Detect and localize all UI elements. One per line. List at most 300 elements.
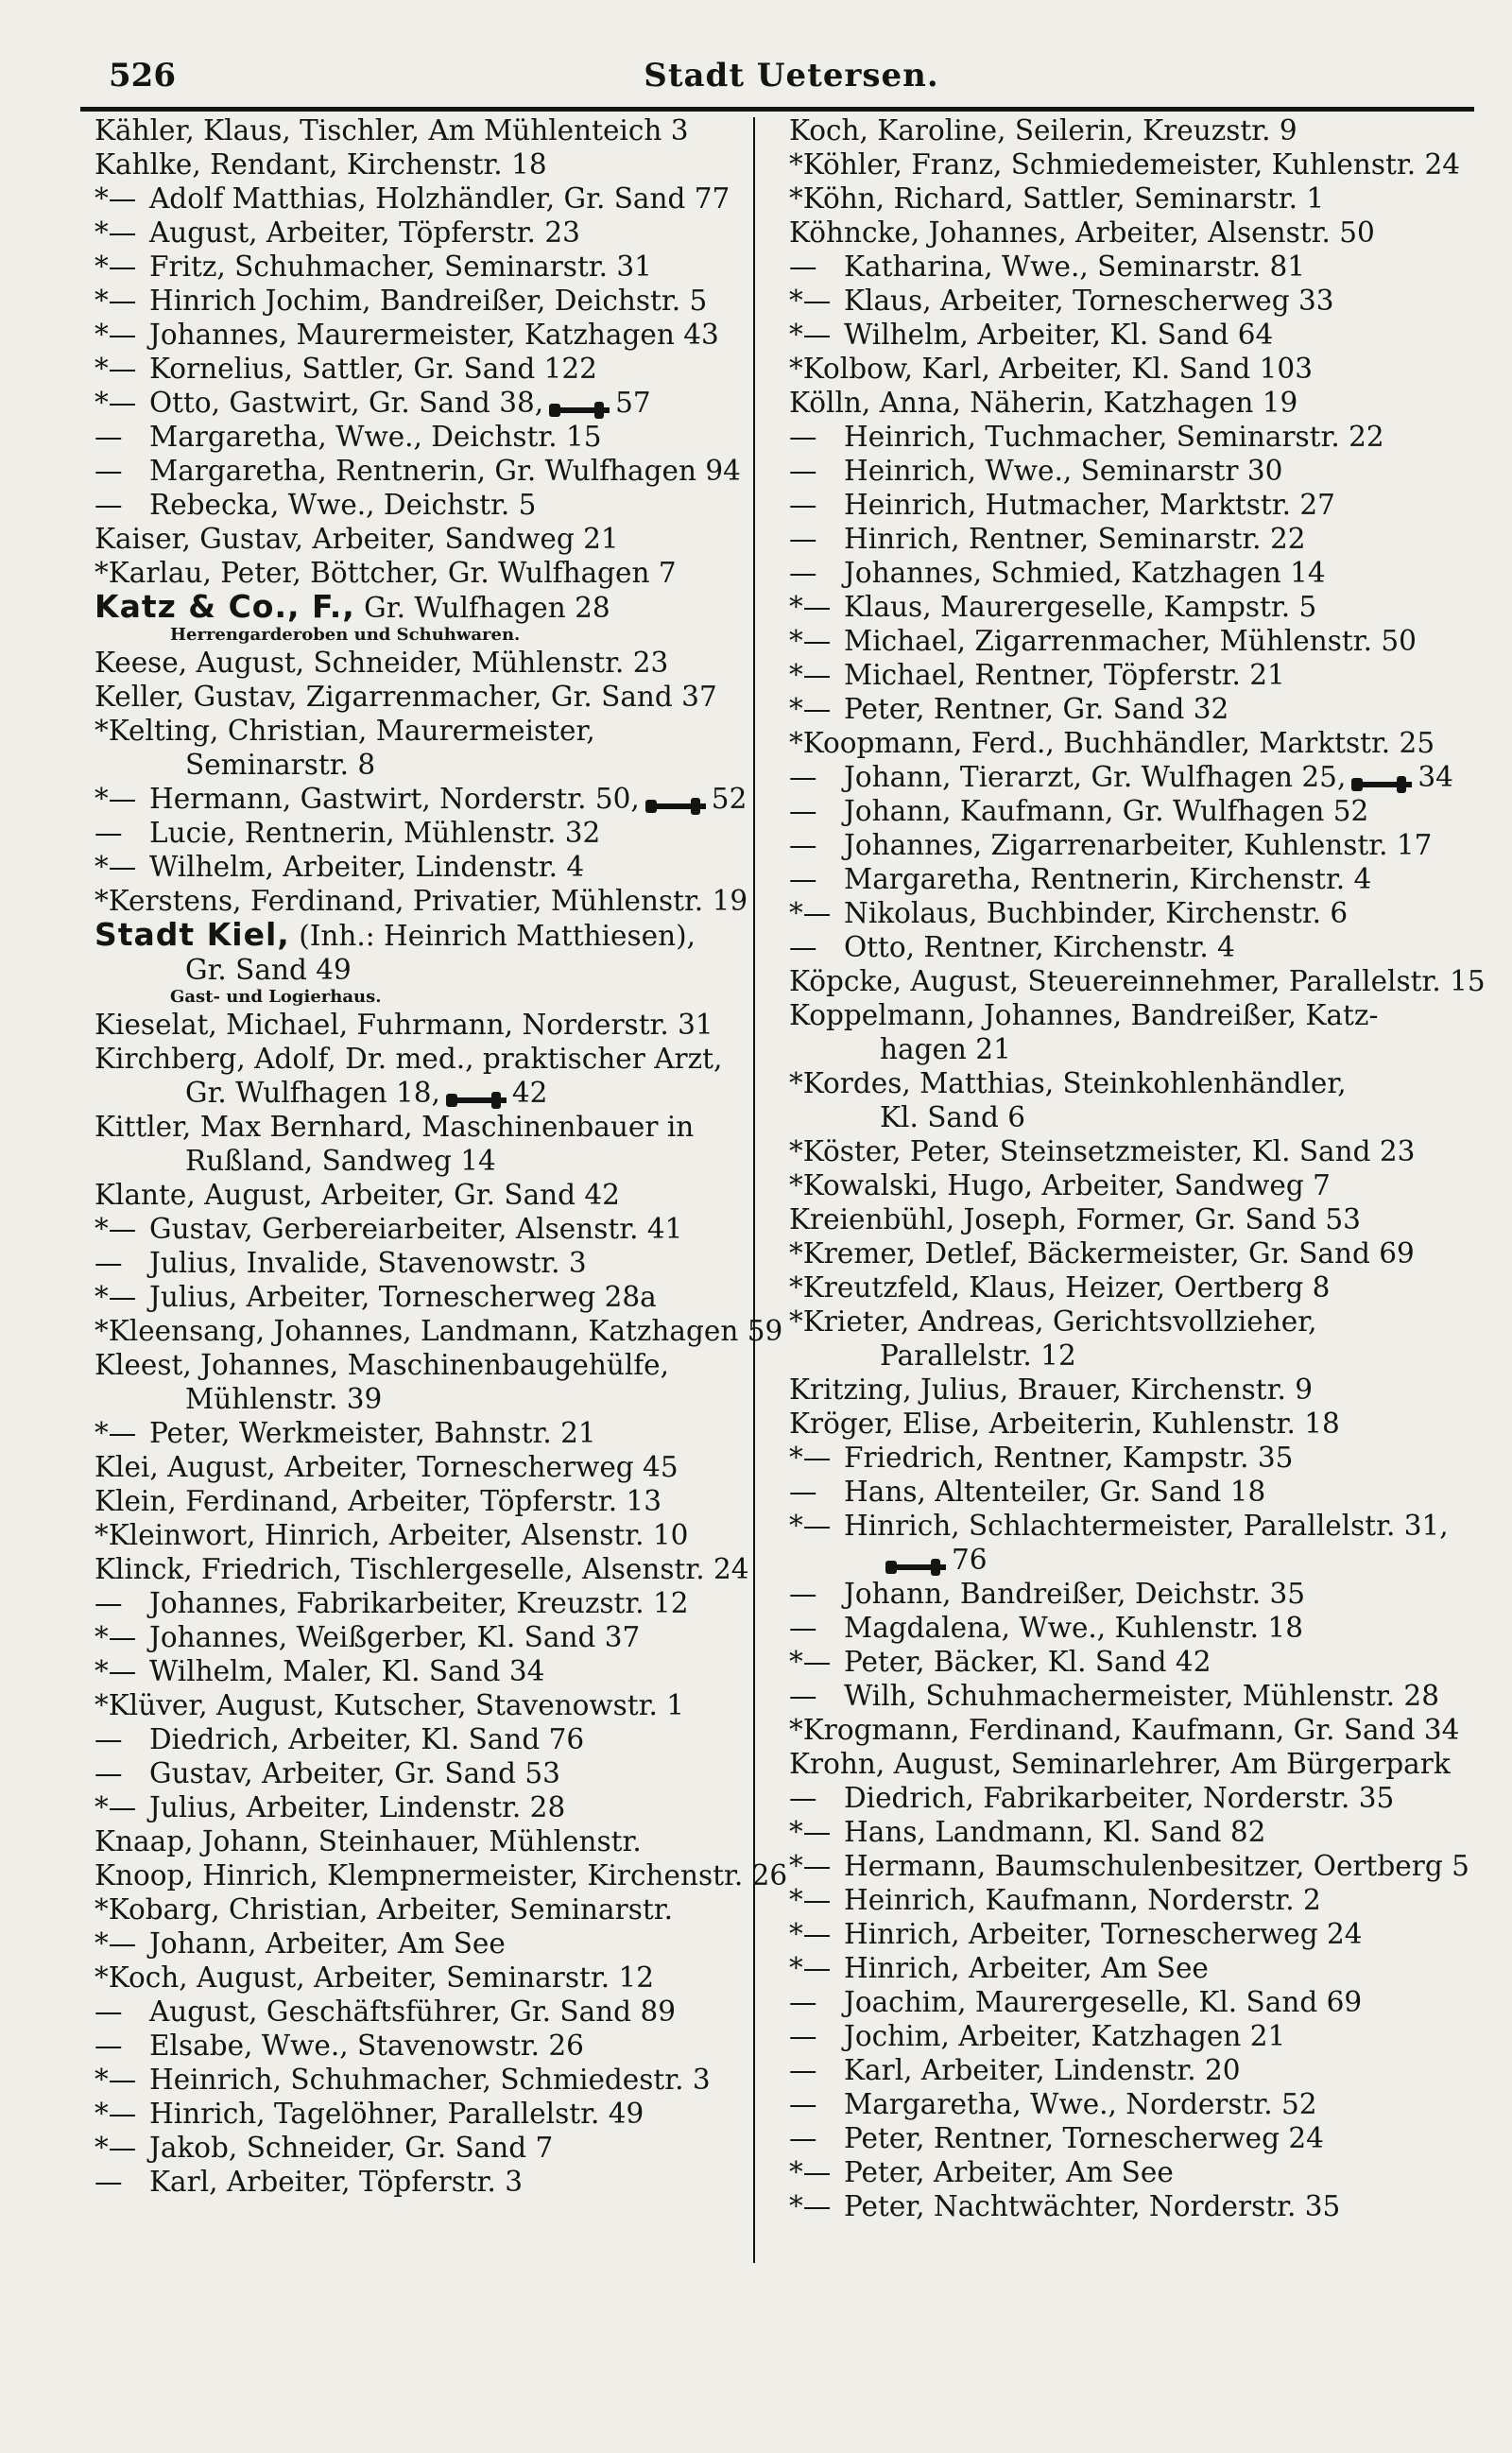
directory-entry [94, 1620, 747, 1654]
directory-entry [94, 1926, 747, 1961]
ditto-mark: — [94, 1247, 123, 1279]
entry-text: Michael, Rentner, Töpferstr. 21 [844, 659, 1285, 691]
directory-entry [789, 896, 1451, 930]
directory-entry [94, 113, 747, 147]
directory-entry [94, 556, 747, 590]
directory-entry [94, 816, 747, 850]
entry-text: *Kerstens, Ferdinand, Privatier, Mühlenstr. 19 [94, 885, 748, 917]
ditto-mark: — [94, 1723, 123, 1755]
ditto-mark: *— [94, 216, 137, 249]
directory-entry [789, 590, 1451, 624]
directory-entry [789, 147, 1461, 181]
entry-continuation [94, 1382, 747, 1416]
entry-text: Gr. Wulfhagen 18, [185, 1077, 440, 1109]
entry-text: Kritzing, Julius, Brauer, Kirchenstr. 9 [789, 1373, 1314, 1406]
directory-entry [789, 216, 1451, 250]
ditto-mark: *— [789, 285, 832, 317]
entry-text: Margaretha, Rentnerin, Gr. Wulfhagen 94 [149, 455, 741, 487]
running-head: Stadt Uetersen. [644, 57, 939, 95]
directory-entry [789, 692, 1451, 726]
directory-entry [789, 2189, 1451, 2223]
left-column [94, 113, 788, 2199]
ditto-mark: — [789, 1986, 817, 2018]
directory-entry [789, 181, 1451, 216]
entry-text: Fritz, Schuhmacher, Seminarstr. 31 [149, 250, 652, 283]
entry-text: Knoop, Hinrich, Klempnermeister, Kirchenstr. 26 [94, 1859, 788, 1892]
entry-text: Kaiser, Gustav, Arbeiter, Sandweg 21 [94, 523, 619, 555]
entry-text: Karl, Arbeiter, Lindenstr. 20 [844, 2054, 1241, 2086]
entry-text: Klein, Ferdinand, Arbeiter, Töpferstr. 13 [94, 1485, 662, 1517]
directory-entry [789, 964, 1486, 998]
ditto-mark: *— [94, 250, 137, 283]
ditto-mark: — [789, 489, 817, 521]
ditto-mark: — [789, 455, 817, 487]
entry-text: Jochim, Arbeiter, Katzhagen 21 [844, 2020, 1286, 2052]
entry-continuation [94, 1144, 747, 1178]
entry-text: *Klüver, August, Kutscher, Stavenowstr. 1 [94, 1689, 685, 1721]
entry-text: Heinrich, Wwe., Seminarstr 30 [844, 455, 1283, 487]
directory-entry [94, 782, 747, 816]
ditto-mark: *— [94, 783, 137, 815]
entry-text: Michael, Zigarrenmacher, Mühlenstr. 50 [844, 625, 1417, 657]
directory-entry [789, 2019, 1451, 2053]
entry-text: Gustav, Gerbereiarbeiter, Alsenstr. 41 [149, 1213, 683, 1245]
entry-text: Diedrich, Arbeiter, Kl. Sand 76 [149, 1723, 585, 1755]
directory-entry [94, 1518, 747, 1552]
directory-entry [94, 1688, 747, 1722]
ditto-mark: — [789, 421, 817, 453]
ditto-mark: *— [789, 625, 832, 657]
directory-entry [94, 1654, 747, 1688]
directory-entry [94, 1212, 747, 1246]
ditto-mark: *— [94, 2064, 137, 2096]
ditto-mark: — [789, 795, 817, 827]
entry-text: Johann, Tierarzt, Gr. Wulfhagen 25, [844, 761, 1347, 793]
entry-text: Karl, Arbeiter, Töpferstr. 3 [149, 2166, 524, 2198]
entry-text: Jakob, Schneider, Gr. Sand 7 [149, 2132, 554, 2164]
ditto-mark: *— [94, 851, 137, 883]
directory-entry [94, 181, 747, 216]
entry-text: Köhncke, Johannes, Arbeiter, Alsenstr. 50 [789, 216, 1375, 249]
entry-text: Kreienbühl, Joseph, Former, Gr. Sand 53 [789, 1203, 1361, 1235]
directory-entry [789, 1951, 1451, 1985]
entry-text: Köpcke, August, Steuereinnehmer, Parallelstr. 15 [789, 965, 1486, 997]
directory-entry [94, 1824, 747, 1858]
directory-entry [789, 862, 1451, 896]
directory-entry [94, 1280, 747, 1314]
directory-entry [94, 1450, 747, 1484]
ditto-mark: — [789, 1782, 817, 1814]
directory-entry [94, 420, 747, 454]
ditto-mark: — [789, 931, 817, 963]
directory-entry [789, 1611, 1451, 1645]
entry-text: *Kleinwort, Hinrich, Arbeiter, Alsenstr. 10 [94, 1519, 689, 1551]
entry-text: Kröger, Elise, Arbeiterin, Kuhlenstr. 18 [789, 1408, 1340, 1440]
entry-text: Joachim, Maurergeselle, Kl. Sand 69 [844, 1986, 1363, 2018]
ditto-mark: *— [94, 182, 137, 215]
directory-entry [94, 216, 747, 250]
directory-entry [94, 680, 747, 714]
ditto-mark: *— [94, 387, 137, 419]
entry-continuation [94, 1076, 747, 1110]
entry-text: *Kreutzfeld, Klaus, Heizer, Oertberg 8 [789, 1271, 1331, 1304]
entry-text: Hinrich, Schlachtermeister, Parallelstr. 31, [844, 1510, 1449, 1542]
column-divider [753, 117, 755, 2263]
entry-text: *Karlau, Peter, Böttcher, Gr. Wulfhagen 7 [94, 557, 677, 589]
directory-entry [94, 250, 747, 284]
directory-entry [94, 1246, 747, 1280]
ditto-mark: — [789, 557, 817, 589]
directory-entry [789, 1679, 1451, 1713]
directory-entry [94, 1756, 747, 1790]
directory-entry [94, 352, 747, 386]
entry-text: Kieselat, Michael, Fuhrmann, Norderstr. 31 [94, 1009, 713, 1041]
ditto-mark: — [789, 2122, 817, 2154]
directory-entry [94, 646, 747, 680]
entry-text: Diedrich, Fabrikarbeiter, Norderstr. 35 [844, 1782, 1395, 1814]
directory-entry [789, 828, 1451, 862]
directory-entry [789, 1304, 1451, 1339]
entry-text: Koch, Karoline, Seilerin, Kreuzstr. 9 [789, 114, 1297, 147]
directory-entry [789, 1781, 1451, 1815]
ditto-mark: *— [94, 1621, 137, 1653]
ditto-mark: *— [94, 285, 137, 317]
directory-entry [789, 386, 1451, 420]
entry-text: Gustav, Arbeiter, Gr. Sand 53 [149, 1757, 560, 1789]
directory-entry [789, 522, 1451, 556]
directory-entry [789, 318, 1451, 352]
directory-entry [94, 1722, 747, 1756]
directory-entry [789, 454, 1451, 488]
directory-entry [94, 522, 747, 556]
directory-entry [789, 1815, 1451, 1849]
entry-text: Gr. Sand 49 [185, 954, 352, 986]
entry-text: Klaus, Maurergeselle, Kampstr. 5 [844, 591, 1317, 623]
entry-text: Hermann, Gastwirt, Norderstr. 50, [149, 783, 640, 815]
directory-entry [789, 1713, 1460, 1747]
directory-entry [789, 1236, 1451, 1270]
ditto-mark: — [789, 2088, 817, 2120]
entry-text: Kleest, Johannes, Maschinenbaugehülfe, [94, 1349, 670, 1381]
ditto-mark: — [94, 2030, 123, 2062]
ditto-mark: *— [789, 1510, 832, 1542]
ditto-mark: *— [789, 1816, 832, 1848]
ditto-mark: — [789, 250, 817, 283]
directory-entry [94, 2131, 747, 2165]
entry-text: Kittler, Max Bernhard, Maschinenbauer in [94, 1111, 695, 1143]
entry-text: *Köhler, Franz, Schmiedemeister, Kuhlenstr. 24 [789, 148, 1461, 181]
ditto-mark: *— [789, 897, 832, 929]
phone-number: 57 [615, 387, 651, 419]
entry-text: Heinrich, Tuchmacher, Seminarstr. 22 [844, 421, 1384, 453]
entry-text: Hinrich, Tagelöhner, Parallelstr. 49 [149, 2098, 644, 2130]
directory-entry [94, 1110, 747, 1144]
entry-text: Johannes, Maurermeister, Katzhagen 43 [149, 319, 719, 351]
directory-entry [789, 420, 1451, 454]
directory-entry [789, 113, 1451, 147]
entry-subtitle: Herrengarderoben und Schuhwaren. [170, 625, 521, 645]
directory-entry [789, 1270, 1451, 1304]
directory-entry [94, 2097, 747, 2131]
entry-text: Hinrich, Arbeiter, Tornescherweg 24 [844, 1918, 1363, 1950]
ditto-mark: *— [789, 319, 832, 351]
phone-number: 52 [711, 783, 747, 815]
directory-entry [94, 284, 747, 318]
directory-entry [789, 488, 1451, 522]
directory-entry [94, 147, 747, 181]
entry-text: Johannes, Schmied, Katzhagen 14 [844, 557, 1326, 589]
ditto-mark: — [94, 1995, 123, 2028]
ditto-mark: *— [94, 1213, 137, 1245]
entry-text: Lucie, Rentnerin, Mühlenstr. 32 [149, 817, 601, 849]
entry-text: Hans, Altenteiler, Gr. Sand 18 [844, 1476, 1266, 1508]
firm-name: Stadt Kiel, [94, 916, 290, 953]
ditto-mark: *— [94, 2098, 137, 2130]
entry-text: Wilhelm, Arbeiter, Kl. Sand 64 [844, 319, 1274, 351]
firm-name: Katz & Co., F., [94, 588, 355, 625]
entry-text: Wilh, Schuhmachermeister, Mühlenstr. 28 [844, 1680, 1439, 1712]
directory-entry [789, 624, 1451, 658]
entry-text: Peter, Werkmeister, Bahnstr. 21 [149, 1417, 596, 1449]
entry-text: Johannes, Weißgerber, Kl. Sand 37 [149, 1621, 641, 1653]
ditto-mark: *— [789, 2190, 832, 2222]
entry-text: Magdalena, Wwe., Kuhlenstr. 18 [844, 1612, 1303, 1644]
entry-text: Peter, Arbeiter, Am See [844, 2156, 1174, 2188]
entry-text: Johannes, Zigarrenarbeiter, Kuhlenstr. 17 [844, 829, 1433, 861]
ditto-mark: *— [789, 659, 832, 691]
directory-entry [94, 1042, 747, 1076]
directory-entry [789, 794, 1451, 828]
entry-text: Katharina, Wwe., Seminarstr. 81 [844, 250, 1306, 283]
entry-text: Knaap, Johann, Steinhauer, Mühlenstr. [94, 1825, 642, 1857]
entry-text: Keller, Gustav, Zigarrenmacher, Gr. Sand 37 [94, 681, 717, 713]
directory-entry [94, 2063, 747, 2097]
entry-text: Julius, Invalide, Stavenowstr. 3 [149, 1247, 587, 1279]
entry-text: (Inh.: Heinrich Matthiesen), [289, 920, 696, 952]
phone-number: 42 [511, 1077, 548, 1109]
entry-text: Hinrich, Arbeiter, Am See [844, 1952, 1209, 1984]
entry-text: Krohn, August, Seminarlehrer, Am Bürgerpark [789, 1748, 1451, 1780]
ditto-mark: *— [789, 1850, 832, 1882]
directory-entry [94, 1892, 747, 1926]
directory-entry [789, 1134, 1451, 1168]
telephone-icon [446, 1084, 507, 1105]
telephone-icon [1351, 769, 1412, 789]
ditto-mark: — [94, 1587, 123, 1619]
entry-text: Keese, August, Schneider, Mühlenstr. 23 [94, 647, 669, 679]
entry-text: Klante, August, Arbeiter, Gr. Sand 42 [94, 1179, 620, 1211]
entry-text: Peter, Rentner, Gr. Sand 32 [844, 693, 1229, 725]
directory-entry [789, 1747, 1451, 1781]
directory-entry [789, 1917, 1451, 1951]
ditto-mark: *— [94, 2132, 137, 2164]
phone-number: 34 [1418, 761, 1453, 793]
directory-entry [789, 250, 1451, 284]
ditto-mark: — [789, 1612, 817, 1644]
directory-entry [789, 1509, 1451, 1543]
directory-entry [94, 488, 747, 522]
directory-entry [789, 2053, 1451, 2087]
ditto-mark: *— [789, 1884, 832, 1916]
ditto-mark: *— [94, 1417, 137, 1449]
directory-entry [94, 1178, 747, 1212]
directory-entry [789, 726, 1451, 760]
ditto-mark: *— [789, 1646, 832, 1678]
ditto-mark: *— [94, 319, 137, 351]
entry-text: Otto, Rentner, Kirchenstr. 4 [844, 931, 1235, 963]
entry-text: *Kelting, Christian, Maurermeister, [94, 715, 595, 747]
entry-text: Gr. Wulfhagen 28 [354, 592, 610, 624]
entry-continuation [789, 1032, 1451, 1066]
ditto-mark: — [94, 455, 123, 487]
ditto-mark: *— [789, 693, 832, 725]
ditto-mark: — [94, 1757, 123, 1789]
entry-continuation [94, 748, 747, 782]
directory-entry [94, 1416, 747, 1450]
entry-text: Rußland, Sandweg 14 [185, 1145, 496, 1177]
entry-text: *Krogmann, Ferdinand, Kaufmann, Gr. Sand 34 [789, 1714, 1460, 1746]
ditto-mark: — [94, 421, 123, 453]
directory-entry [94, 1790, 747, 1824]
entry-text: Johannes, Fabrikarbeiter, Kreuzstr. 12 [149, 1587, 689, 1619]
entry-continuation [789, 1100, 1451, 1134]
entry-text: August, Geschäftsführer, Gr. Sand 89 [149, 1995, 676, 2028]
entry-text: Hinrich Jochim, Bandreißer, Deichstr. 5 [149, 285, 708, 317]
entry-text: Kirchberg, Adolf, Dr. med., praktischer Arzt, [94, 1043, 723, 1075]
ditto-mark: *— [789, 1918, 832, 1950]
entry-text: Peter, Nachtwächter, Norderstr. 35 [844, 2190, 1341, 2222]
directory-entry [789, 1202, 1451, 1236]
entry-text: *Krieter, Andreas, Gerichtsvollzieher, [789, 1305, 1317, 1338]
entry-text: Otto, Gastwirt, Gr. Sand 38, [149, 387, 544, 419]
directory-entry [94, 1552, 747, 1586]
entry-text: Johann, Arbeiter, Am See [149, 1927, 506, 1960]
entry-continuation [789, 1543, 1451, 1577]
entry-text: Margaretha, Wwe., Deichstr. 15 [149, 421, 602, 453]
directory-entry [94, 2029, 747, 2063]
ditto-mark: — [789, 2020, 817, 2052]
entry-text: Wilhelm, Arbeiter, Lindenstr. 4 [149, 851, 585, 883]
entry-text: Peter, Rentner, Tornescherweg 24 [844, 2122, 1324, 2154]
entry-subtitle: Gast- und Logierhaus. [170, 987, 382, 1007]
entry-text: Parallelstr. 12 [880, 1339, 1076, 1372]
entry-text: Rebecka, Wwe., Deichstr. 5 [149, 489, 537, 521]
directory-entry [94, 1008, 747, 1042]
entry-text: *Kleensang, Johannes, Landmann, Katzhagen 59 [94, 1315, 783, 1347]
entry-text: Hermann, Baumschulenbesitzer, Oertberg 5 [844, 1850, 1469, 1882]
entry-text: Julius, Arbeiter, Lindenstr. 28 [149, 1791, 566, 1823]
directory-entry [789, 658, 1451, 692]
directory-entry [94, 918, 747, 953]
directory-entry [94, 1314, 783, 1348]
ditto-mark: *— [789, 591, 832, 623]
directory-entry [789, 556, 1451, 590]
entry-text: Kahlke, Rendant, Kirchenstr. 18 [94, 148, 547, 181]
telephone-icon [549, 394, 610, 415]
ditto-mark: *— [94, 1927, 137, 1960]
directory-entry [789, 1407, 1451, 1441]
entry-text: Seminarstr. 8 [185, 749, 376, 781]
entry-text: Adolf Matthias, Holzhändler, Gr. Sand 77 [149, 182, 730, 215]
entry-text: *Köster, Peter, Steinsetzmeister, Kl. Sand 23 [789, 1135, 1416, 1167]
directory-entry [789, 1645, 1451, 1679]
ditto-mark: *— [789, 1442, 832, 1474]
directory-entry [94, 1995, 747, 2029]
telephone-icon [645, 790, 706, 811]
header-rule [80, 107, 1474, 112]
ditto-mark: — [789, 2054, 817, 2086]
entry-text: Mühlenstr. 39 [185, 1383, 383, 1415]
ditto-mark: *— [789, 1952, 832, 1984]
entry-text: Nikolaus, Buchbinder, Kirchenstr. 6 [844, 897, 1349, 929]
entry-text: *Köhn, Richard, Sattler, Seminarstr. 1 [789, 182, 1325, 215]
entry-text: Margaretha, Rentnerin, Kirchenstr. 4 [844, 863, 1372, 895]
entry-text: *Kremer, Detlef, Bäckermeister, Gr. Sand 69 [789, 1237, 1415, 1270]
directory-entry [94, 318, 747, 352]
page-number: 526 [109, 57, 176, 95]
ditto-mark: *— [789, 2156, 832, 2188]
ditto-mark: — [789, 523, 817, 555]
directory-entry [789, 2121, 1451, 2155]
entry-text: August, Arbeiter, Töpferstr. 23 [149, 216, 580, 249]
entry-text: Wilhelm, Maler, Kl. Sand 34 [149, 1655, 545, 1687]
directory-entry [789, 930, 1451, 964]
entry-text [789, 1544, 880, 1576]
directory-entry [94, 714, 747, 748]
entry-text: hagen 21 [880, 1033, 1011, 1065]
directory-entry [94, 2165, 747, 2199]
directory-entry [94, 454, 747, 488]
entry-text: Margaretha, Wwe., Norderstr. 52 [844, 2088, 1317, 2120]
entry-text: *Koch, August, Arbeiter, Seminarstr. 12 [94, 1961, 654, 1994]
entry-text: Heinrich, Schuhmacher, Schmiedestr. 3 [149, 2064, 711, 2096]
entry-text: *Kowalski, Hugo, Arbeiter, Sandweg 7 [789, 1169, 1331, 1201]
entry-text: Peter, Bäcker, Kl. Sand 42 [844, 1646, 1211, 1678]
directory-entry [94, 386, 747, 420]
page-header [109, 57, 1474, 106]
entry-text: Hans, Landmann, Kl. Sand 82 [844, 1816, 1266, 1848]
ditto-mark: *— [94, 1281, 137, 1313]
directory-entry [789, 1985, 1451, 2019]
entry-text: Kornelius, Sattler, Gr. Sand 122 [149, 353, 597, 385]
entry-text: Johann, Kaufmann, Gr. Wulfhagen 52 [844, 795, 1369, 827]
ditto-mark: — [789, 761, 817, 793]
ditto-mark: — [789, 1476, 817, 1508]
directory-entry [789, 1168, 1451, 1202]
ditto-mark: — [94, 2166, 123, 2198]
directory-entry [94, 850, 747, 884]
directory-entry [94, 1484, 747, 1518]
directory-entry [789, 352, 1451, 386]
directory-entry [789, 998, 1451, 1032]
ditto-mark: *— [94, 353, 137, 385]
right-column [789, 113, 1486, 2223]
directory-entry [94, 1961, 747, 1995]
entry-text: Kähler, Klaus, Tischler, Am Mühlenteich 3 [94, 114, 689, 147]
directory-entry [94, 884, 747, 918]
directory-entry [94, 1348, 747, 1382]
directory-entry [789, 1577, 1451, 1611]
entry-text: Julius, Arbeiter, Tornescherweg 28a [149, 1281, 657, 1313]
ditto-mark: — [789, 829, 817, 861]
entry-text: Koppelmann, Johannes, Bandreißer, Katz- [789, 999, 1379, 1031]
directory-entry [789, 1849, 1469, 1883]
entry-text: Klei, August, Arbeiter, Tornescherweg 45 [94, 1451, 679, 1483]
ditto-mark: — [789, 1578, 817, 1610]
entry-text: *Kordes, Matthias, Steinkohlenhändler, [789, 1067, 1347, 1099]
directory-entry [789, 284, 1451, 318]
entry-text: Klaus, Arbeiter, Tornescherweg 33 [844, 285, 1334, 317]
